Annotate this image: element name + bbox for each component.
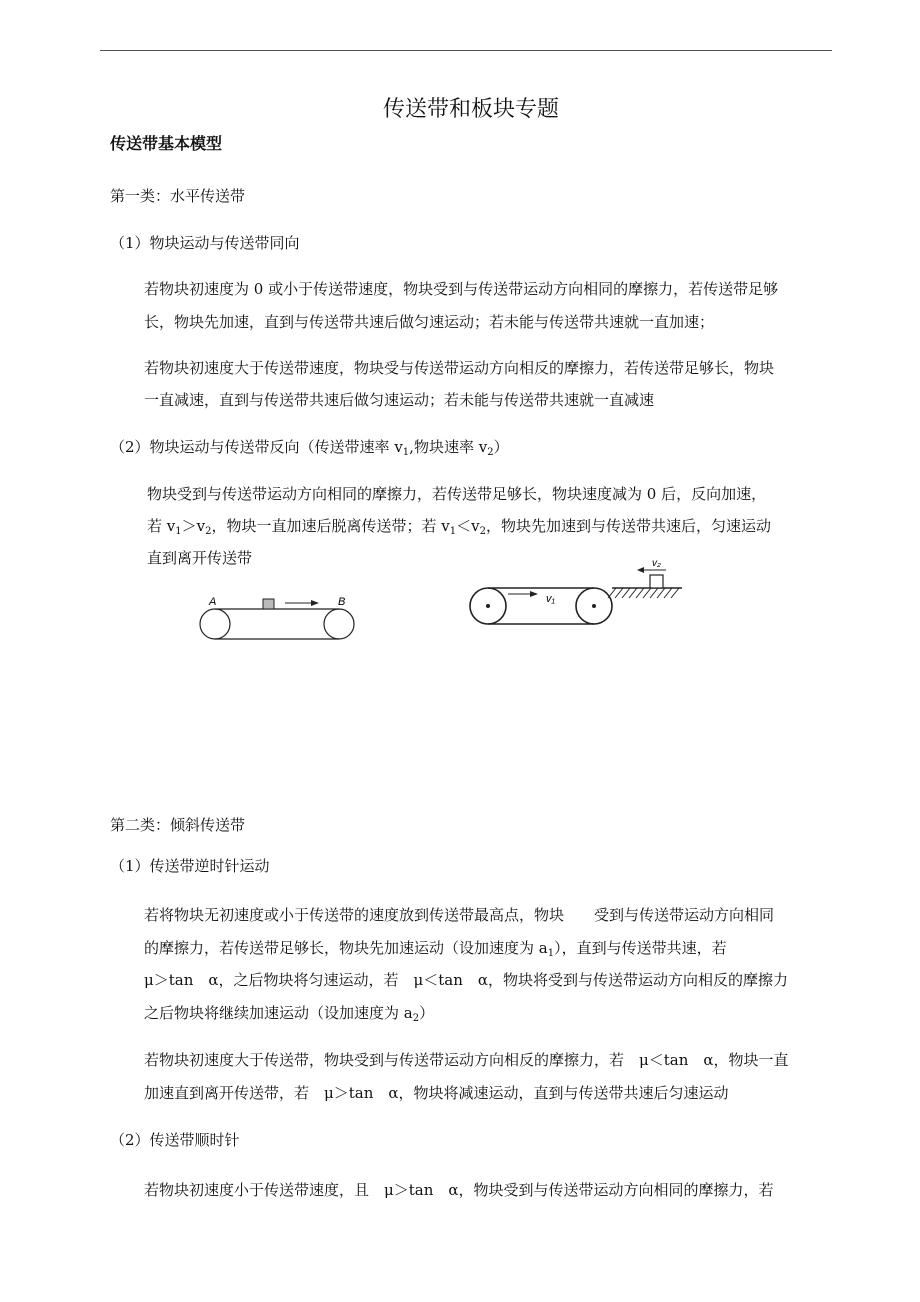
reverse-belt-figure	[466, 556, 691, 632]
category2-title: 第二类：倾斜传送带	[110, 816, 246, 834]
case2-title: （2）物块运动与传送带反向（传送带速率 $v_1$,物块速率 $v_2$）	[110, 438, 509, 458]
pulley-left	[200, 609, 230, 639]
paragraph-line: 直到离开传送带	[147, 549, 253, 567]
case1-title: （1）物块运动与传送带同向	[110, 234, 300, 252]
pulley-right	[324, 609, 354, 639]
belt-arrow-head	[530, 591, 538, 597]
label-b: B	[338, 596, 346, 608]
paragraph-line: 若物块初速度小于传送带速度，且 μ＞tan α，物块受到与传送带运动方向相同的摩擦力，若	[144, 1181, 774, 1199]
paragraph-line: 加速直到离开传送带，若 μ＞tan α，物块将减速运动，直到与传送带共速后匀速运动	[144, 1084, 729, 1102]
block-arrow-head	[637, 567, 644, 573]
paragraph-line: 之后物块将继续加速运动（设加速度为 $a_2$）	[144, 1004, 435, 1024]
horizontal-belt-figure	[195, 592, 360, 644]
page-title: 传送带和板块专题	[383, 97, 560, 122]
header-rule	[100, 50, 832, 51]
paragraph-line: 若将物块无初速度或小于传送带的速度放到传送带最高点，物块 受到与传送带运动方向相同	[144, 906, 775, 924]
pulley-left-axle	[486, 604, 490, 608]
label-v1: v₁	[546, 593, 555, 605]
pulley-right-axle	[592, 604, 596, 608]
block	[650, 575, 663, 588]
paragraph-line: 若物块初速度大于传送带，物块受到与传送带运动方向相反的摩擦力，若 μ＜tan α，物块一直	[144, 1051, 789, 1069]
paragraph-line: 若物块初速度大于传送带速度，物块受与传送带运动方向相反的摩擦力，若传送带足够长，物块	[144, 359, 775, 377]
case2-title: （2）传送带顺时针	[110, 1131, 240, 1149]
paragraph-line: μ＞tan α，之后物块将匀速运动，若 μ＜tan α，物块将受到与传送带运动方向相反的摩擦力	[144, 971, 789, 989]
case1-title: （1）传送带逆时针运动	[110, 857, 270, 875]
paragraph-line: 物块受到与传送带运动方向相同的摩擦力，若传送带足够长，物块速度减为 0 后，反向加速，	[147, 485, 767, 503]
paragraph-line: 长，物块先加速，直到与传送带共速后做匀速运动；若未能与传送带共速就一直加速；	[144, 313, 715, 331]
block	[263, 599, 274, 609]
paragraph-line: 若 $v_1>v_2$，物块一直加速后脱离传送带；若 $v_1<v_2$，物块先加速到与传送带共速后，匀速运动	[147, 517, 771, 537]
label-v2: v₂	[652, 558, 661, 569]
ground-hatching	[608, 588, 679, 598]
category1-title: 第一类：水平传送带	[110, 187, 246, 205]
motion-arrow-head	[311, 600, 319, 606]
section-heading: 传送带基本模型	[110, 134, 223, 153]
paragraph-line: 若物块初速度为 0 或小于传送带速度，物块受到与传送带运动方向相同的摩擦力，若传送带足够	[144, 280, 779, 298]
paragraph-line: 的摩擦力，若传送带足够长，物块先加速运动（设加速度为 $a_1$），直到与传送带共速，若	[144, 939, 727, 959]
label-a: A	[209, 596, 217, 608]
paragraph-line: 一直减速，直到与传送带共速后做匀速运动；若未能与传送带共速就一直减速	[144, 391, 655, 409]
